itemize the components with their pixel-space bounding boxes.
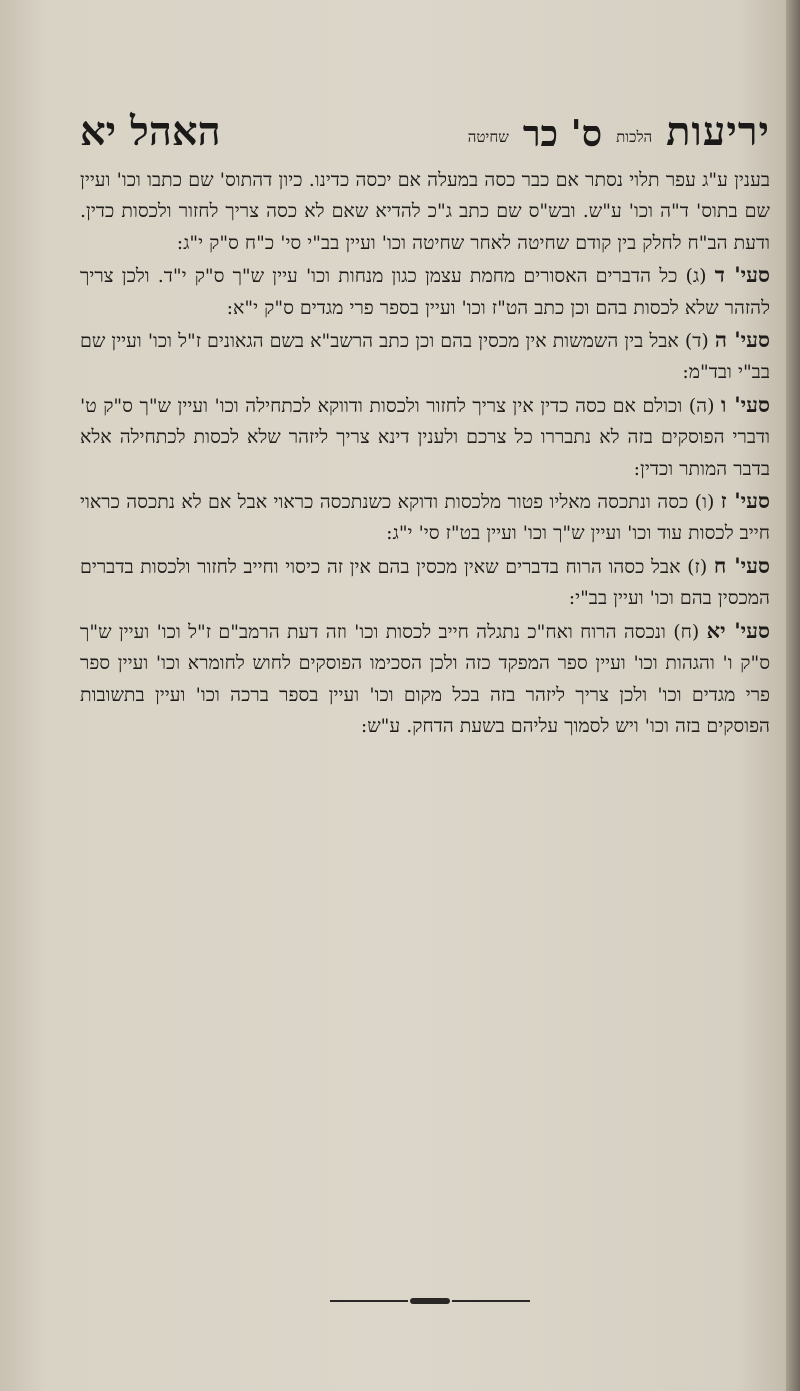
- paragraph-text: (ז) אבל כסהו הרוח בדברים שאין מכסין בהם אין זה כיסוי וחייב לחזור ולכסות בדברים המכסין בהם וכו' ועיין בב"י:: [80, 555, 770, 610]
- paragraph: [80, 259, 770, 324]
- page-number: יא: [80, 108, 117, 155]
- paragraph-text: (ה) וכולם אם כסה כדין אין צריך לחזור ולכסות ודווקא לכתחילה וכו' ועיין ש"ך ס"ק ט' ודברי הפוסקים בזה לא נתבררו כל צרכם ולענין דינא צריך ליזהר שלא לכסות לכתחילה אלא בדבר המותר וכדין:: [80, 394, 770, 480]
- paragraph-text: (ו) כסה ונתכסה מאליו פטור מלכסות ודוקא כשנתכסה כראוי אבל אם לא נתכסה כראוי חייב לכסות עוד וכו' ועיין ש"ך וכו' ועיין בט"ז סי' י"ג:: [80, 491, 770, 545]
- divider-ornament: [410, 1298, 450, 1304]
- book-spine: [786, 0, 800, 1391]
- paragraph: [80, 389, 770, 485]
- paragraph-text: (ג) כל הדברים האסורים מחמת עצמן כגון מנחות וכו' עיין ש"ך ס"ק י"ד. ולכן צריך להזהר שלא לכסות בהם וכן כתב הט"ז וכו' ועיין בספר פרי מגדים ס"ק י"א:: [80, 265, 770, 319]
- book-title: ס' כר: [522, 113, 603, 155]
- header-left: [80, 108, 221, 155]
- seif-label: סעי' ח: [713, 552, 770, 578]
- seif-label: סעי' יא: [706, 617, 770, 643]
- divider-line: [330, 1300, 408, 1302]
- paragraph: [80, 165, 770, 259]
- seif-label: סעי' ו: [721, 391, 770, 417]
- seif-label: סעי' ד: [714, 262, 770, 288]
- paragraph: [80, 324, 770, 389]
- paragraph: [80, 485, 770, 550]
- paragraph-text: בענין ע"ג עפר תלוי נסתר אם כבר כסה במעלה אם יכסה כדינו. כיון דהתוס' שם כתבו וכו' ועיין שם בתוס' ד"ה וכו' ע"ש. ובש"ס שם כתב ג"כ להדיא שאם לא כסה צריך לחזור ולכסות כדין. ודעת הב"ח לחלק בין קודם שחיטה לאחר שחיטה וכו' ועיין בב"י סי' כ"ח ס"ק י"ג:: [80, 169, 770, 254]
- header-small-right: הלכות: [616, 128, 653, 146]
- header-small-left: שחיטה: [467, 128, 509, 146]
- header-right: [468, 108, 770, 155]
- ornament-divider: [330, 1298, 530, 1304]
- page-header: [80, 95, 770, 155]
- divider-line: [452, 1300, 530, 1302]
- running-title: יריעות: [666, 108, 770, 155]
- seif-label: סעי' ז: [720, 488, 770, 514]
- body-text: [80, 165, 770, 742]
- seif-label: סעי' ה: [714, 327, 771, 353]
- paragraph-text: (ד) אבל בין השמשות אין מכסין בהם וכן כתב הרשב"א בשם הגאונים ז"ל וכו' ועיין שם בב"י ובד"מ:: [80, 330, 770, 384]
- paragraph: [80, 550, 770, 615]
- paragraph: [80, 615, 770, 743]
- chapter-title: האהל: [130, 108, 221, 155]
- paragraph-text: (ח) ונכסה הרוח ואח"כ נתגלה חייב לכסות וכו' וזה דעת הרמב"ם ז"ל וכו' ועיין ש"ך ס"ק ו' והגהות וכו' ועיין ספר המפקד כזה ולכן הסכימו הפוסקים לחוש לחומרא וכו' ועיין ספר פרי מגדים וכו' ולכן צריך ליזהר בזה בכל מקום וכו' ועיין בספר ברכה וכו' ועיין בתשובות הפוסקים בזה וכו' ויש לסמוך עליהם בשעת הדחק. ע"ש:: [80, 620, 770, 737]
